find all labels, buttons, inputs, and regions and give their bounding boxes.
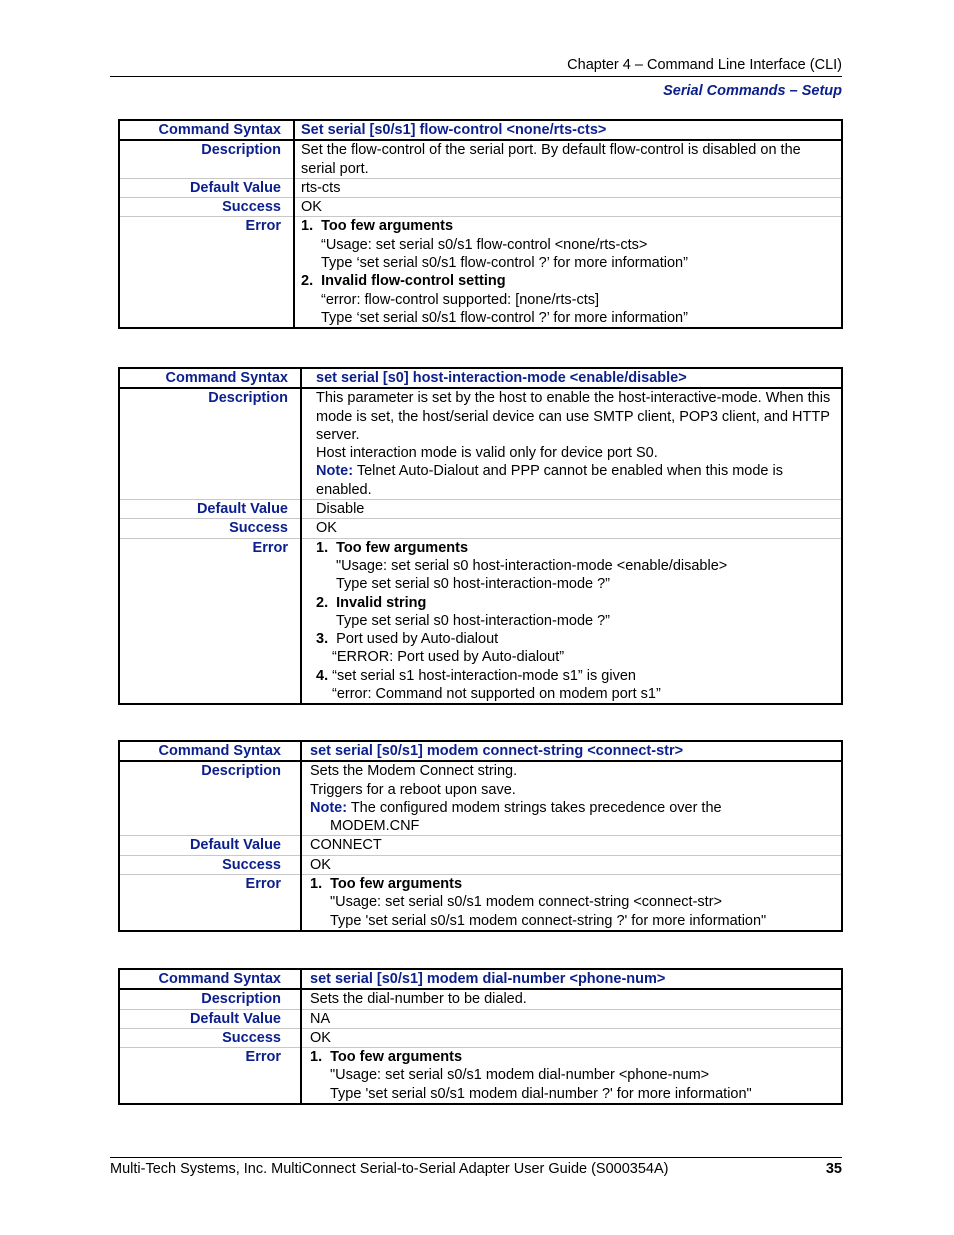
- default-value: NA: [301, 1009, 842, 1028]
- error-item: 1. Too few arguments: [310, 876, 463, 893]
- description-value: This parameter is set by the host to enable the host-interactive-mode. When this mode is set, the host/serial device can use SMTP client, POP3 client, and HTTP server. Host interaction mode is valid only for device port S0. Note: Telnet Auto-Dialout and PPP cannot be enabled when this mode is enabled.: [316, 390, 831, 498]
- default-value: CONNECT: [301, 836, 842, 855]
- section-title: Serial Commands – Setup: [663, 83, 842, 99]
- success-label: Success: [119, 198, 294, 217]
- syntax-label: Command Syntax: [119, 969, 301, 989]
- error-value: 1. Too few arguments “Usage: set serial s0/s1 flow-control <none/rts-cts> Type ‘set serial s0/s1 flow-control ?’ for more information” 2. Invalid flow-control setting “error: flow-control supported: [none/rts-cts] Type ‘set serial s0/s1 flow-control ?’ for more information”: [294, 217, 842, 328]
- error-value: 1. Too few arguments "Usage: set serial s0/s1 modem dial-number <phone-num> Type 'set serial s0/s1 modem dial-number ?' for more information": [301, 1048, 842, 1104]
- command-table-host-interaction-mode: [118, 367, 843, 705]
- description-value: Sets the Modem Connect string. Triggers for a reboot upon save. Note: The configured modem strings takes precedence over the MODEM.CNF: [310, 763, 722, 835]
- default-label: Default Value: [119, 836, 301, 855]
- error-item: 3. Port used by Auto-dialout: [316, 631, 499, 648]
- default-label: Default Value: [119, 1009, 301, 1028]
- command-table-flow-control: [118, 119, 843, 329]
- success-value: OK: [294, 198, 842, 217]
- success-value: OK: [301, 519, 842, 538]
- error-item: 1. Too few arguments: [316, 539, 469, 556]
- description-label: Description: [119, 761, 301, 836]
- default-label: Default Value: [119, 500, 301, 519]
- success-value: OK: [301, 1028, 842, 1047]
- description-value: Sets the dial-number to be dialed.: [310, 991, 527, 1008]
- description-label: Description: [119, 140, 294, 178]
- syntax-value: Set serial [s0/s1] flow-control <none/rts-cts>: [294, 120, 842, 140]
- command-table-dial-number: [118, 968, 843, 1105]
- default-value: rts-cts: [294, 178, 842, 197]
- error-item: 1. Too few arguments: [310, 1049, 463, 1066]
- syntax-value: set serial [s0] host-interaction-mode <enable/disable>: [301, 368, 842, 388]
- error-item: 1. Too few arguments: [301, 218, 454, 235]
- success-label: Success: [119, 855, 301, 874]
- error-value: 1. Too few arguments "Usage: set serial s0 host-interaction-mode <enable/disable> Type set serial s0 host-interaction-mode ?” 2. Invalid string Type set serial s0 host-interaction-mode ?” 3. Port used by Auto-dialout “ERROR: Port used by Auto-dialout” 4. “set serial s1 host-interaction-mode s1” is given “error: Command not supported on modem port s1”: [301, 538, 842, 704]
- syntax-value: set serial [s0/s1] modem connect-string <connect-str>: [301, 741, 842, 761]
- note-label: Note:: [316, 463, 354, 480]
- syntax-value: set serial [s0/s1] modem dial-number <phone-num>: [301, 969, 842, 989]
- footer-rule: [110, 1157, 842, 1158]
- error-value: 1. Too few arguments "Usage: set serial s0/s1 modem connect-string <connect-str> Type 'set serial s0/s1 modem connect-string ?' for more information": [301, 875, 842, 931]
- success-value: OK: [301, 855, 842, 874]
- header-rule: [110, 76, 842, 77]
- footer-text: Multi-Tech Systems, Inc. MultiConnect Serial-to-Serial Adapter User Guide (S000354A): [110, 1161, 669, 1177]
- error-label: Error: [119, 1048, 301, 1104]
- error-label: Error: [119, 217, 294, 328]
- description-label: Description: [119, 989, 301, 1009]
- syntax-label: Command Syntax: [119, 120, 294, 140]
- error-label: Error: [119, 875, 301, 931]
- syntax-label: Command Syntax: [119, 741, 301, 761]
- error-item: 2. Invalid flow-control setting: [301, 273, 506, 290]
- description-value: Set the flow-control of the serial port. By default flow-control is disabled on the serial port.: [301, 142, 801, 177]
- syntax-label: Command Syntax: [119, 368, 301, 388]
- default-label: Default Value: [119, 178, 294, 197]
- default-value: Disable: [301, 500, 842, 519]
- command-table-connect-string: [118, 740, 843, 932]
- success-label: Success: [119, 519, 301, 538]
- error-item: 2. Invalid string: [316, 594, 427, 611]
- page-number: 35: [825, 1161, 842, 1177]
- note-label: Note:: [310, 799, 348, 816]
- chapter-title: Chapter 4 – Command Line Interface (CLI): [567, 57, 842, 73]
- error-item: 4. “set serial s1 host-interaction-mode s1” is given: [316, 667, 636, 684]
- description-label: Description: [119, 388, 301, 499]
- success-label: Success: [119, 1028, 301, 1047]
- error-label: Error: [119, 538, 301, 704]
